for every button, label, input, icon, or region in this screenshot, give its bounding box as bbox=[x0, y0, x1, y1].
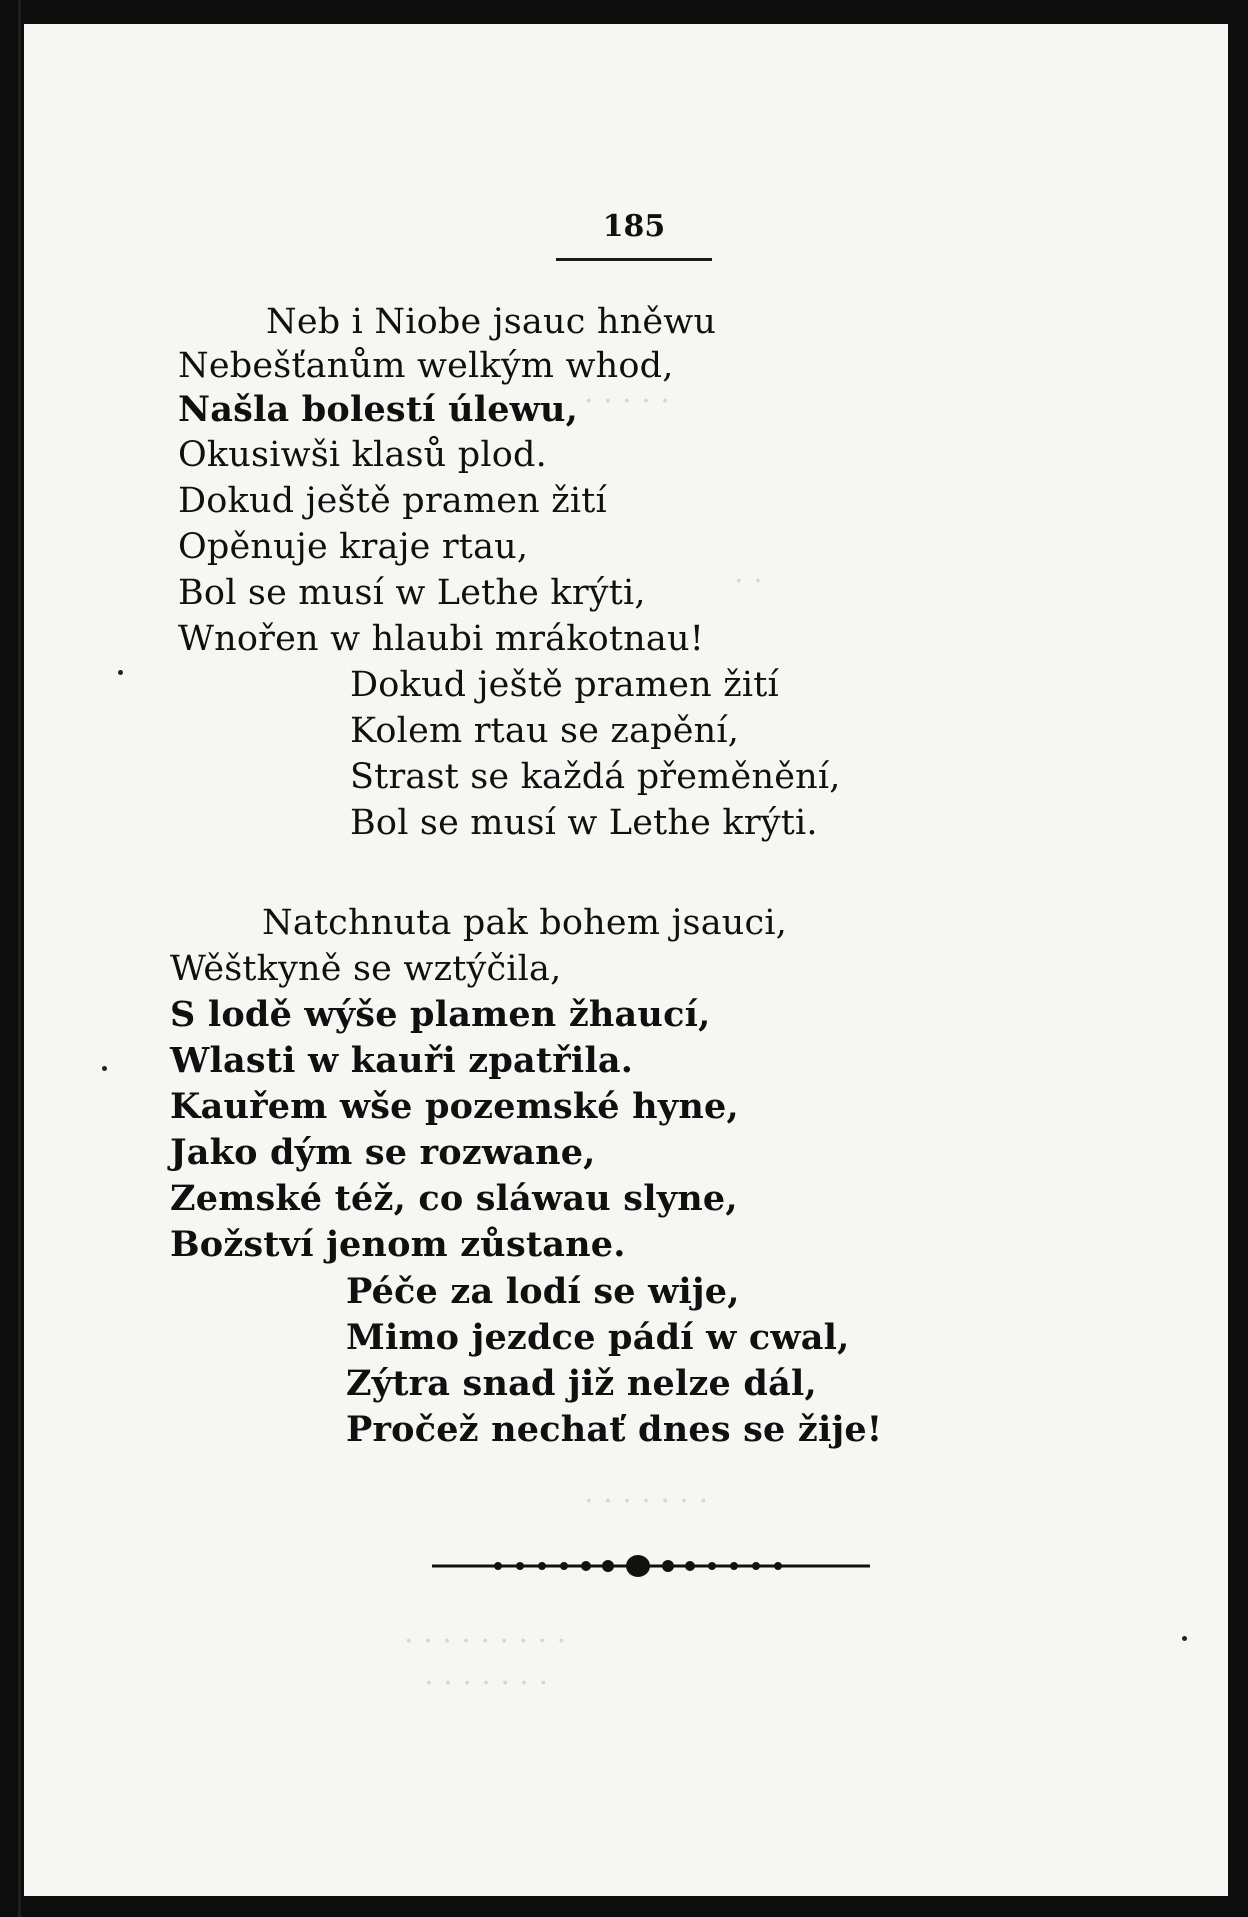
verse-line: Natchnuta pak bohem jsauci, bbox=[262, 903, 788, 943]
refrain-line: Pročež nechať dnes se žije! bbox=[346, 1409, 883, 1450]
bleed-through-decoration: · · · · · · · · · bbox=[404, 1624, 567, 1659]
verse-line: Bol se musí w Lethe krýti, bbox=[178, 573, 646, 613]
verse-line: Kauřem wše pozemské hyne, bbox=[170, 1086, 739, 1127]
bleed-through-decoration: · · bbox=[734, 564, 763, 599]
verse-line: Okusiwši klasů plod. bbox=[178, 435, 547, 475]
verse-line: Jako dým se rozwane, bbox=[170, 1132, 596, 1173]
page-number-rule bbox=[556, 258, 712, 261]
refrain-line: Strast se každá přeměnění, bbox=[350, 757, 841, 797]
verse-line: Opěnuje kraje rtau, bbox=[178, 527, 529, 567]
book-page bbox=[24, 24, 1228, 1896]
ink-speck bbox=[102, 1066, 107, 1071]
gutter-edge bbox=[18, 0, 21, 1917]
ink-speck bbox=[1182, 1636, 1187, 1641]
refrain-line: Mimo jezdce pádí w cwal, bbox=[346, 1317, 850, 1358]
ornamental-divider bbox=[428, 1554, 874, 1578]
verse-line: Zemské též, co sláwau slyne, bbox=[170, 1178, 738, 1219]
refrain-line: Péče za lodí se wije, bbox=[346, 1271, 740, 1312]
verse-line: Božství jenom zůstane. bbox=[170, 1224, 626, 1265]
verse-line: Našla bolestí úlewu, bbox=[178, 389, 579, 430]
refrain-line: Bol se musí w Lethe krýti. bbox=[350, 803, 818, 843]
refrain-line: Kolem rtau se zapění, bbox=[350, 711, 740, 751]
ink-speck bbox=[118, 670, 123, 675]
bleed-through-decoration: · · · · · · · bbox=[584, 1484, 708, 1519]
verse-line: Wnořen w hlaubi mrákotnau! bbox=[178, 619, 704, 659]
refrain-line: Dokud ještě pramen žití bbox=[350, 665, 779, 705]
verse-line: Wěštkyně se wztýčila, bbox=[170, 949, 562, 989]
page-number: 185 bbox=[602, 209, 666, 244]
verse-line: Wlasti w kauři zpatřila. bbox=[170, 1040, 634, 1081]
bleed-through-decoration: · · · · · bbox=[584, 384, 670, 419]
bleed-through-decoration: · · · · · · · bbox=[424, 1666, 548, 1701]
verse-line: Neb i Niobe jsauc hněwu bbox=[266, 302, 717, 342]
verse-line: S lodě wýše plamen žhaucí, bbox=[170, 994, 711, 1035]
refrain-line: Zýtra snad již nelze dál, bbox=[346, 1363, 817, 1404]
verse-line: Nebešťanům welkým whod, bbox=[178, 346, 674, 386]
verse-line: Dokud ještě pramen žití bbox=[178, 481, 607, 521]
